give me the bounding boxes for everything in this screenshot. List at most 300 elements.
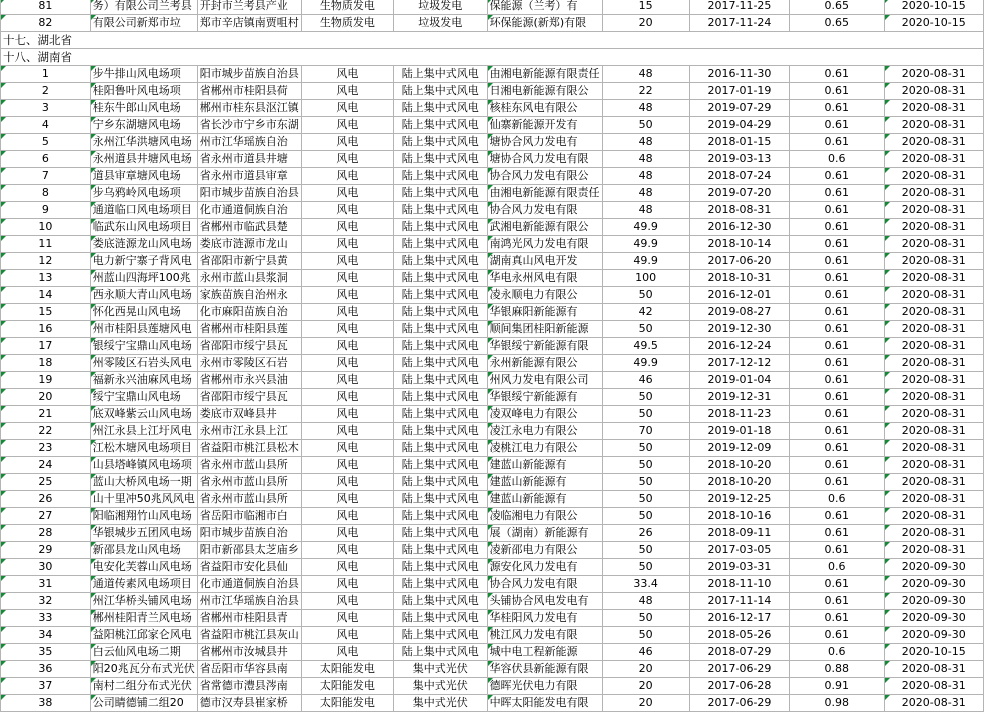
cell-price[interactable] [790,236,884,253]
cell-deadline[interactable] [884,610,984,627]
cell-no[interactable] [1,406,91,423]
cell-no[interactable] [1,66,91,83]
cell-type[interactable] [301,559,393,576]
cell-price[interactable] [790,372,884,389]
cell-no[interactable] [1,321,91,338]
cell-name[interactable] [90,219,197,236]
cell-deadline[interactable] [884,440,984,457]
cell-owner[interactable] [487,236,602,253]
cell-capacity[interactable] [602,151,689,168]
cell-date[interactable] [689,66,789,83]
cell-price[interactable] [790,661,884,678]
cell-location[interactable] [197,100,301,117]
cell-deadline[interactable] [884,576,984,593]
cell-deadline[interactable] [884,406,984,423]
cell-no[interactable] [1,423,91,440]
cell-price[interactable] [790,270,884,287]
cell-location[interactable] [197,644,301,661]
cell-no[interactable] [1,678,91,695]
cell-capacity[interactable] [602,117,689,134]
cell-sub[interactable] [393,695,487,712]
cell-no[interactable] [1,355,91,372]
cell-location[interactable] [197,185,301,202]
cell-date[interactable] [689,304,789,321]
cell-deadline[interactable] [884,151,984,168]
cell-location[interactable] [197,661,301,678]
cell-no[interactable] [1,610,91,627]
cell-date[interactable] [689,202,789,219]
cell-capacity[interactable] [602,236,689,253]
cell-location[interactable] [197,15,301,32]
cell-date[interactable] [689,0,789,15]
cell-deadline[interactable] [884,321,984,338]
cell-name[interactable] [90,372,197,389]
cell-name[interactable] [90,491,197,508]
cell-deadline[interactable] [884,117,984,134]
cell-name[interactable] [90,134,197,151]
cell-capacity[interactable] [602,542,689,559]
cell-name[interactable] [90,423,197,440]
cell-date[interactable] [689,168,789,185]
cell-sub[interactable] [393,610,487,627]
cell-sub[interactable] [393,389,487,406]
cell-name[interactable] [90,202,197,219]
cell-sub[interactable] [393,593,487,610]
cell-no[interactable] [1,593,91,610]
cell-date[interactable] [689,406,789,423]
cell-price[interactable] [790,355,884,372]
cell-location[interactable] [197,253,301,270]
cell-price[interactable] [790,287,884,304]
cell-deadline[interactable] [884,593,984,610]
cell-location[interactable] [197,134,301,151]
cell-capacity[interactable] [602,83,689,100]
cell-owner[interactable] [487,423,602,440]
cell-type[interactable] [301,100,393,117]
cell-owner[interactable] [487,355,602,372]
cell-sub[interactable] [393,338,487,355]
cell-type[interactable] [301,83,393,100]
cell-type[interactable] [301,389,393,406]
cell-price[interactable] [790,66,884,83]
cell-deadline[interactable] [884,168,984,185]
cell-price[interactable] [790,593,884,610]
cell-type[interactable] [301,406,393,423]
cell-sub[interactable] [393,372,487,389]
cell-owner[interactable] [487,525,602,542]
cell-sub[interactable] [393,678,487,695]
cell-location[interactable] [197,83,301,100]
cell-owner[interactable] [487,321,602,338]
cell-sub[interactable] [393,100,487,117]
cell-owner[interactable] [487,508,602,525]
cell-capacity[interactable] [602,66,689,83]
cell-date[interactable] [689,559,789,576]
cell-sub[interactable] [393,134,487,151]
cell-type[interactable] [301,253,393,270]
cell-location[interactable] [197,508,301,525]
cell-price[interactable] [790,508,884,525]
cell-owner[interactable] [487,304,602,321]
cell-location[interactable] [197,202,301,219]
cell-name[interactable] [90,270,197,287]
cell-name[interactable] [90,168,197,185]
cell-owner[interactable] [487,100,602,117]
cell-sub[interactable] [393,185,487,202]
cell-name[interactable] [90,355,197,372]
cell-no[interactable] [1,0,91,15]
cell-location[interactable] [197,389,301,406]
cell-deadline[interactable] [884,389,984,406]
cell-sub[interactable] [393,236,487,253]
cell-location[interactable] [197,559,301,576]
cell-sub[interactable] [393,644,487,661]
cell-name[interactable] [90,66,197,83]
cell-owner[interactable] [487,270,602,287]
cell-no[interactable] [1,559,91,576]
cell-sub[interactable] [393,406,487,423]
cell-type[interactable] [301,423,393,440]
cell-location[interactable] [197,236,301,253]
cell-owner[interactable] [487,457,602,474]
cell-deadline[interactable] [884,219,984,236]
cell-date[interactable] [689,389,789,406]
cell-no[interactable] [1,389,91,406]
cell-no[interactable] [1,491,91,508]
cell-no[interactable] [1,15,91,32]
cell-capacity[interactable] [602,508,689,525]
cell-owner[interactable] [487,372,602,389]
cell-date[interactable] [689,695,789,712]
cell-deadline[interactable] [884,253,984,270]
cell-type[interactable] [301,134,393,151]
cell-name[interactable] [90,457,197,474]
cell-deadline[interactable] [884,338,984,355]
cell-deadline[interactable] [884,287,984,304]
cell-location[interactable] [197,406,301,423]
cell-capacity[interactable] [602,559,689,576]
cell-name[interactable] [90,508,197,525]
cell-price[interactable] [790,185,884,202]
cell-price[interactable] [790,134,884,151]
cell-date[interactable] [689,678,789,695]
cell-owner[interactable] [487,474,602,491]
cell-type[interactable] [301,542,393,559]
cell-no[interactable] [1,542,91,559]
cell-deadline[interactable] [884,508,984,525]
cell-date[interactable] [689,151,789,168]
cell-capacity[interactable] [602,576,689,593]
cell-no[interactable] [1,304,91,321]
cell-date[interactable] [689,491,789,508]
cell-sub[interactable] [393,474,487,491]
cell-deadline[interactable] [884,661,984,678]
cell-capacity[interactable] [602,304,689,321]
cell-capacity[interactable] [602,287,689,304]
cell-date[interactable] [689,134,789,151]
cell-price[interactable] [790,304,884,321]
cell-name[interactable] [90,338,197,355]
cell-date[interactable] [689,627,789,644]
cell-no[interactable] [1,508,91,525]
cell-no[interactable] [1,100,91,117]
cell-location[interactable] [197,457,301,474]
cell-type[interactable] [301,219,393,236]
cell-price[interactable] [790,0,884,15]
cell-type[interactable] [301,151,393,168]
cell-date[interactable] [689,525,789,542]
cell-name[interactable] [90,542,197,559]
cell-type[interactable] [301,610,393,627]
cell-capacity[interactable] [602,15,689,32]
cell-capacity[interactable] [602,134,689,151]
cell-deadline[interactable] [884,15,984,32]
cell-type[interactable] [301,355,393,372]
cell-capacity[interactable] [602,644,689,661]
cell-price[interactable] [790,542,884,559]
cell-capacity[interactable] [602,338,689,355]
cell-price[interactable] [790,151,884,168]
cell-location[interactable] [197,355,301,372]
cell-name[interactable] [90,406,197,423]
cell-type[interactable] [301,508,393,525]
cell-name[interactable] [90,236,197,253]
cell-price[interactable] [790,202,884,219]
cell-name[interactable] [90,661,197,678]
cell-location[interactable] [197,474,301,491]
cell-sub[interactable] [393,661,487,678]
cell-owner[interactable] [487,134,602,151]
section-heading[interactable]: 十八、湖南省 [1,49,984,66]
cell-capacity[interactable] [602,270,689,287]
cell-no[interactable] [1,219,91,236]
cell-no[interactable] [1,202,91,219]
cell-name[interactable] [90,117,197,134]
cell-capacity[interactable] [602,202,689,219]
cell-deadline[interactable] [884,0,984,15]
cell-location[interactable] [197,627,301,644]
cell-price[interactable] [790,219,884,236]
cell-location[interactable] [197,304,301,321]
cell-deadline[interactable] [884,355,984,372]
cell-deadline[interactable] [884,644,984,661]
cell-sub[interactable] [393,304,487,321]
cell-location[interactable] [197,610,301,627]
cell-sub[interactable] [393,508,487,525]
cell-sub[interactable] [393,559,487,576]
cell-owner[interactable] [487,610,602,627]
cell-type[interactable] [301,644,393,661]
cell-capacity[interactable] [602,678,689,695]
cell-sub[interactable] [393,287,487,304]
cell-capacity[interactable] [602,610,689,627]
cell-date[interactable] [689,185,789,202]
cell-owner[interactable] [487,15,602,32]
cell-date[interactable] [689,372,789,389]
cell-capacity[interactable] [602,185,689,202]
cell-sub[interactable] [393,440,487,457]
cell-date[interactable] [689,219,789,236]
cell-owner[interactable] [487,593,602,610]
cell-deadline[interactable] [884,457,984,474]
cell-location[interactable] [197,576,301,593]
cell-date[interactable] [689,355,789,372]
cell-owner[interactable] [487,491,602,508]
cell-location[interactable] [197,168,301,185]
cell-owner[interactable] [487,576,602,593]
cell-price[interactable] [790,644,884,661]
cell-deadline[interactable] [884,202,984,219]
cell-type[interactable] [301,491,393,508]
cell-no[interactable] [1,134,91,151]
cell-sub[interactable] [393,457,487,474]
cell-no[interactable] [1,474,91,491]
cell-owner[interactable] [487,661,602,678]
cell-owner[interactable] [487,219,602,236]
cell-deadline[interactable] [884,559,984,576]
cell-price[interactable] [790,406,884,423]
cell-name[interactable] [90,559,197,576]
cell-deadline[interactable] [884,270,984,287]
cell-location[interactable] [197,440,301,457]
cell-type[interactable] [301,338,393,355]
cell-owner[interactable] [487,440,602,457]
cell-no[interactable] [1,440,91,457]
cell-name[interactable] [90,525,197,542]
cell-sub[interactable] [393,66,487,83]
cell-date[interactable] [689,423,789,440]
cell-name[interactable] [90,610,197,627]
cell-type[interactable] [301,0,393,15]
cell-date[interactable] [689,576,789,593]
cell-no[interactable] [1,695,91,712]
section-heading[interactable]: 十七、湖北省 [1,32,984,49]
cell-name[interactable] [90,321,197,338]
cell-name[interactable] [90,287,197,304]
cell-name[interactable] [90,151,197,168]
cell-date[interactable] [689,236,789,253]
cell-date[interactable] [689,321,789,338]
cell-name[interactable] [90,185,197,202]
cell-sub[interactable] [393,15,487,32]
cell-date[interactable] [689,457,789,474]
cell-owner[interactable] [487,83,602,100]
cell-owner[interactable] [487,202,602,219]
cell-date[interactable] [689,610,789,627]
cell-capacity[interactable] [602,100,689,117]
cell-location[interactable] [197,491,301,508]
cell-type[interactable] [301,236,393,253]
cell-price[interactable] [790,457,884,474]
cell-location[interactable] [197,287,301,304]
cell-capacity[interactable] [602,661,689,678]
cell-location[interactable] [197,593,301,610]
cell-price[interactable] [790,253,884,270]
cell-deadline[interactable] [884,236,984,253]
cell-deadline[interactable] [884,695,984,712]
cell-location[interactable] [197,695,301,712]
cell-deadline[interactable] [884,134,984,151]
cell-name[interactable] [90,15,197,32]
cell-sub[interactable] [393,168,487,185]
cell-location[interactable] [197,66,301,83]
cell-location[interactable] [197,525,301,542]
cell-no[interactable] [1,168,91,185]
cell-no[interactable] [1,576,91,593]
cell-price[interactable] [790,610,884,627]
cell-price[interactable] [790,525,884,542]
cell-sub[interactable] [393,491,487,508]
cell-name[interactable] [90,304,197,321]
cell-type[interactable] [301,270,393,287]
cell-type[interactable] [301,168,393,185]
cell-price[interactable] [790,559,884,576]
cell-capacity[interactable] [602,355,689,372]
cell-deadline[interactable] [884,372,984,389]
cell-no[interactable] [1,338,91,355]
cell-owner[interactable] [487,627,602,644]
cell-type[interactable] [301,457,393,474]
cell-capacity[interactable] [602,406,689,423]
cell-type[interactable] [301,304,393,321]
cell-owner[interactable] [487,287,602,304]
cell-sub[interactable] [393,355,487,372]
cell-owner[interactable] [487,542,602,559]
cell-sub[interactable] [393,270,487,287]
cell-sub[interactable] [393,83,487,100]
cell-capacity[interactable] [602,321,689,338]
cell-name[interactable] [90,593,197,610]
cell-capacity[interactable] [602,423,689,440]
cell-no[interactable] [1,287,91,304]
cell-price[interactable] [790,440,884,457]
cell-capacity[interactable] [602,491,689,508]
cell-type[interactable] [301,593,393,610]
cell-sub[interactable] [393,117,487,134]
cell-name[interactable] [90,389,197,406]
cell-no[interactable] [1,151,91,168]
cell-type[interactable] [301,117,393,134]
cell-sub[interactable] [393,542,487,559]
cell-date[interactable] [689,542,789,559]
cell-capacity[interactable] [602,695,689,712]
cell-deadline[interactable] [884,678,984,695]
cell-name[interactable] [90,678,197,695]
cell-price[interactable] [790,83,884,100]
cell-sub[interactable] [393,627,487,644]
cell-type[interactable] [301,661,393,678]
cell-location[interactable] [197,219,301,236]
cell-location[interactable] [197,678,301,695]
cell-deadline[interactable] [884,491,984,508]
cell-capacity[interactable] [602,168,689,185]
cell-location[interactable] [197,270,301,287]
cell-date[interactable] [689,287,789,304]
cell-deadline[interactable] [884,525,984,542]
cell-location[interactable] [197,117,301,134]
cell-deadline[interactable] [884,542,984,559]
cell-owner[interactable] [487,185,602,202]
cell-price[interactable] [790,15,884,32]
cell-price[interactable] [790,423,884,440]
cell-name[interactable] [90,83,197,100]
cell-sub[interactable] [393,423,487,440]
cell-owner[interactable] [487,151,602,168]
cell-owner[interactable] [487,559,602,576]
cell-name[interactable] [90,695,197,712]
cell-capacity[interactable] [602,389,689,406]
cell-deadline[interactable] [884,423,984,440]
